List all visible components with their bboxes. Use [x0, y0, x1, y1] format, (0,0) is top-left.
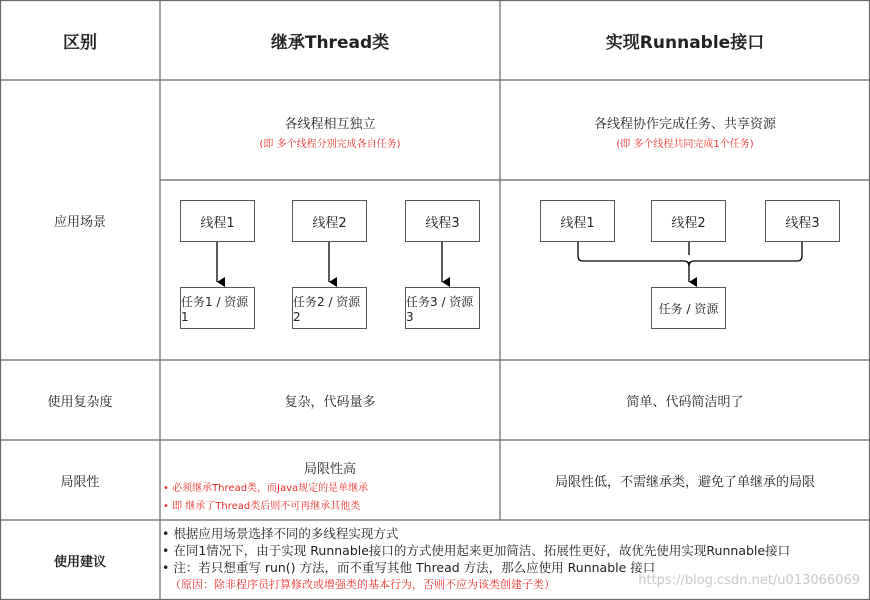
thread-scene-title: 各线程相互独立	[284, 117, 376, 132]
runnable-merge-connector	[578, 242, 802, 282]
runnable-thread-box-1: 线程1	[540, 200, 615, 242]
row-label-scene: 应用场景	[53, 214, 106, 230]
thread-limitation-note-1: • 必须继承Thread类，而Java规定的是单继承	[163, 483, 369, 494]
advice-line-4: （原因：除非程序员打算修改或增强类的基本行为，否则不应为该类创建子类）	[170, 578, 555, 591]
thread-complexity: 复杂，代码量多	[284, 394, 376, 410]
thread-arrows	[217, 242, 442, 282]
row-label-complexity: 使用复杂度	[47, 394, 113, 410]
runnable-complexity: 简单、代码简洁明了	[626, 394, 744, 410]
runnable-limitation: 局限性低，不需继承类，避免了单继承的局限	[554, 474, 815, 490]
advice-line-2: • 在同1情况下，由于实现 Runnable接口的方式使用起来更加简洁、拓展性更好，故优先使用实现Runnable接口	[162, 543, 791, 558]
runnable-scene	[500, 113, 870, 150]
thread-box-3: 线程3	[405, 200, 480, 242]
runnable-scene-title: 各线程协作完成任务、共享资源	[593, 117, 776, 132]
advice-line-3: • 注：若只想重写 run() 方法，而不重写其他 Thread 方法，那么应使用 Runnable 接口	[162, 560, 656, 575]
thread-limitation	[160, 458, 500, 518]
header-runnable: 实现Runnable接口	[605, 32, 765, 53]
task-box-3: 任务3 / 资源3	[405, 287, 480, 329]
watermark: https://blog.csdn.net/u013066069	[638, 573, 860, 588]
thread-box-1: 线程1	[180, 200, 255, 242]
row-label-advice: 使用建议	[53, 554, 106, 570]
thread-limitation-title: 局限性高	[303, 462, 356, 477]
header-thread: 继承Thread类	[270, 32, 390, 53]
task-box-1: 任务1 / 资源1	[180, 287, 255, 329]
task-box-2: 任务2 / 资源2	[292, 287, 367, 329]
row-label-limitation: 局限性	[60, 474, 100, 490]
thread-box-2: 线程2	[292, 200, 367, 242]
thread-limitation-note-2: • 即 继承了Thread类后则不可再继承其他类	[163, 501, 361, 512]
thread-scene	[160, 113, 500, 150]
header-diff: 区别	[63, 32, 97, 53]
runnable-scene-note: (即 多个线程共同完成1个任务)	[616, 139, 754, 150]
thread-scene-note: (即 多个线程分别完成各自任务)	[259, 139, 401, 150]
advice-line-1: • 根据应用场景选择不同的多线程实现方式	[162, 526, 399, 541]
runnable-thread-box-3: 线程3	[765, 200, 840, 242]
shared-task-box: 任务 / 资源	[651, 287, 726, 329]
runnable-thread-box-2: 线程2	[651, 200, 726, 242]
